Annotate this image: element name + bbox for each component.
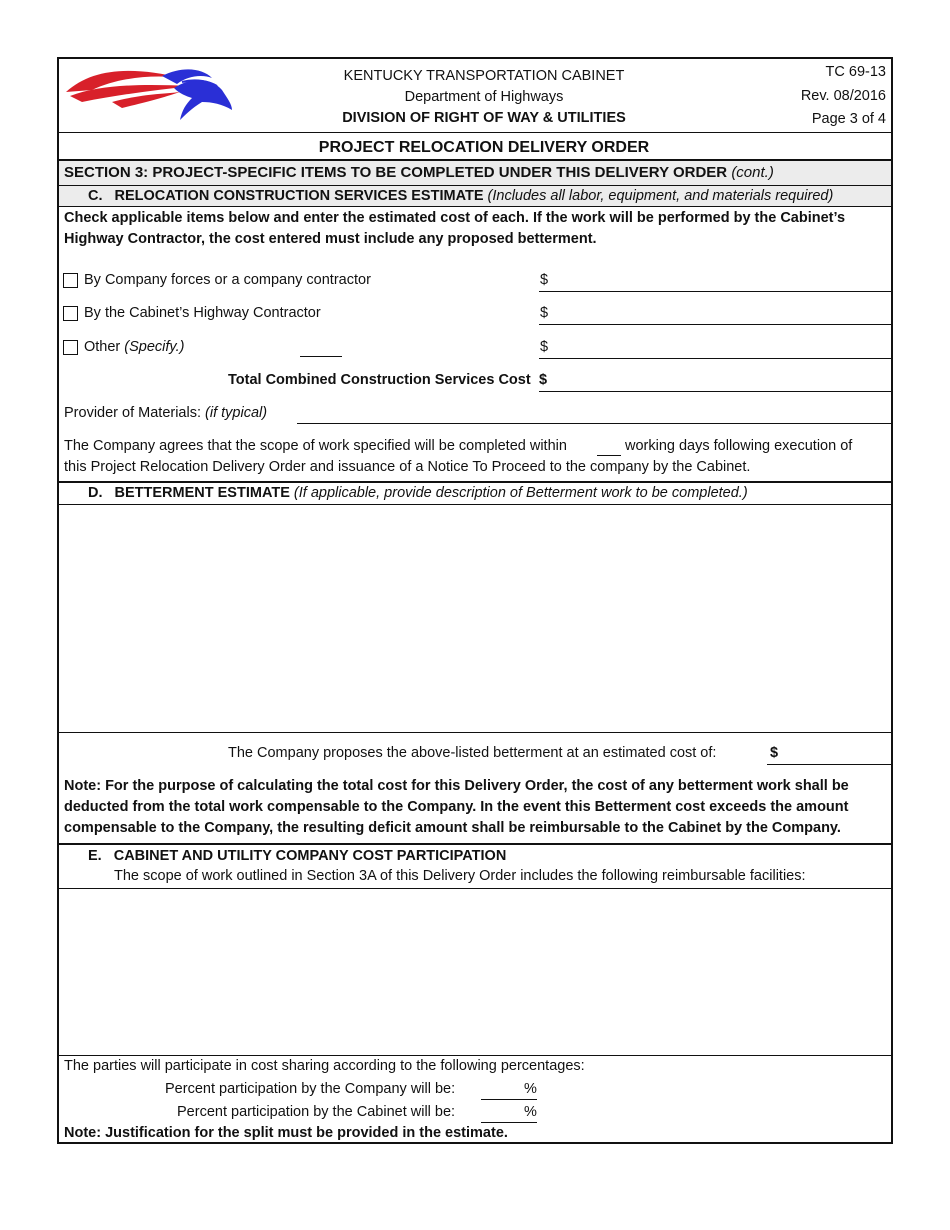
part-c-letter: C.	[88, 188, 103, 204]
justification-note: Note: Justification for the split must be provided in the estimate.	[64, 1125, 508, 1141]
other-label-specify: (Specify.)	[124, 339, 185, 355]
form-number: TC 69-13	[825, 64, 886, 80]
working-days-field[interactable]	[597, 455, 621, 456]
other-specify-field[interactable]	[300, 356, 342, 357]
highway-contractor-checkbox[interactable]	[63, 306, 78, 321]
company-forces-amount-field[interactable]	[539, 291, 891, 292]
agreement-line2: this Project Relocation Delivery Order and issuance of a Notice To Proceed to the company by the Cabinet.	[64, 459, 751, 475]
other-label-text: Other	[84, 339, 121, 355]
highway-contractor-currency: $	[540, 305, 549, 321]
total-currency: $	[539, 372, 548, 388]
part-e-subtitle: The scope of work outlined in Section 3A of this Delivery Order includes the following reimbursable facilities:	[114, 868, 806, 884]
other-amount-field[interactable]	[539, 358, 891, 359]
betterment-description-area[interactable]	[59, 505, 891, 731]
form-revision: Rev. 08/2016	[800, 88, 886, 104]
company-percent-sign: %	[524, 1081, 537, 1097]
provider-label	[64, 405, 267, 421]
part-c-note: (Includes all labor, equipment, and materials required)	[487, 188, 834, 204]
company-percent-field[interactable]	[481, 1099, 537, 1100]
company-forces-checkbox[interactable]	[63, 273, 78, 288]
total-amount-field[interactable]	[539, 391, 891, 392]
provider-field[interactable]	[297, 423, 891, 424]
part-d-heading	[88, 485, 748, 501]
part-d-letter: D.	[88, 485, 103, 501]
betterment-note-line2: deducted from the total work compensable to the Company. In the event this Betterment cost exceeds the amount	[64, 799, 849, 815]
company-forces-currency: $	[540, 272, 549, 288]
agreement-line1-post: working days following execution of	[625, 438, 853, 454]
total-label: Total Combined Construction Services Cost	[228, 372, 531, 388]
reimbursable-facilities-area[interactable]	[59, 889, 891, 1054]
provider-label-text: Provider of Materials:	[64, 405, 201, 421]
page-number: Page 3 of 4	[811, 111, 886, 127]
division-name: DIVISION OF RIGHT OF WAY & UTILITIES	[342, 110, 626, 126]
part-e-letter: E.	[88, 848, 102, 864]
betterment-cost-label: The Company proposes the above-listed betterment at an estimated cost of:	[228, 745, 717, 761]
betterment-note-line1: Note: For the purpose of calculating the total cost for this Delivery Order, the cost of any betterment work shall be	[64, 778, 849, 794]
betterment-cost-field[interactable]	[767, 764, 891, 765]
company-forces-label: By Company forces or a company contractor	[84, 272, 371, 288]
company-percent-label: Percent participation by the Company will be:	[165, 1081, 456, 1097]
part-e-title: CABINET AND UTILITY COMPANY COST PARTICIPATION	[113, 848, 507, 864]
part-c-instruction-line2: Highway Contractor, the cost entered must include any proposed betterment.	[64, 231, 597, 247]
part-c-heading	[88, 188, 833, 204]
betterment-note-line3: compensable to the Company, the resulting deficit amount shall be reimbursable to the Cabinet by the Company.	[64, 820, 841, 836]
agreement-line1-pre: The Company agrees that the scope of work specified will be completed within	[64, 438, 567, 454]
agency-name: KENTUCKY TRANSPORTATION CABINET	[343, 68, 625, 84]
part-c-instruction-line1: Check applicable items below and enter the estimated cost of each. If the work will be performed by the Cabinet’s	[64, 210, 846, 226]
other-label	[84, 339, 184, 355]
cost-sharing-intro: The parties will participate in cost sharing according to the following percentages:	[64, 1058, 585, 1074]
betterment-currency: $	[770, 745, 779, 761]
form-title: PROJECT RELOCATION DELIVERY ORDER	[318, 139, 650, 156]
department-name: Department of Highways	[404, 89, 564, 105]
highway-contractor-label: By the Cabinet’s Highway Contractor	[84, 305, 321, 321]
form-frame	[57, 57, 893, 1144]
part-d-title: BETTERMENT ESTIMATE	[114, 485, 290, 501]
part-c-title: RELOCATION CONSTRUCTION SERVICES ESTIMATE	[114, 188, 484, 204]
section3-title	[64, 164, 774, 181]
other-checkbox[interactable]	[63, 340, 78, 355]
highway-contractor-amount-field[interactable]	[539, 324, 891, 325]
part-d-note: (If applicable, provide description of Betterment work to be completed.)	[293, 485, 748, 501]
part-e-heading	[88, 848, 506, 864]
section3-title-cont: (cont.)	[731, 164, 774, 181]
cabinet-percent-sign: %	[524, 1104, 537, 1120]
provider-label-typical: (if typical)	[205, 405, 268, 421]
cabinet-percent-field[interactable]	[481, 1122, 537, 1123]
section3-title-text: SECTION 3: PROJECT-SPECIFIC ITEMS TO BE COMPLETED UNDER THIS DELIVERY ORDER	[64, 164, 728, 181]
cabinet-percent-label: Percent participation by the Cabinet will be:	[177, 1104, 456, 1120]
other-currency: $	[540, 339, 549, 355]
